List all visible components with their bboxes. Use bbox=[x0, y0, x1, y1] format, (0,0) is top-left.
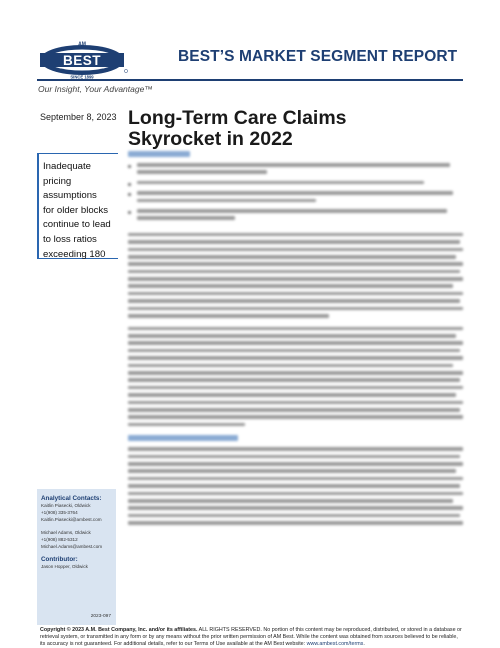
blurred-body-text bbox=[128, 151, 463, 611]
callout-line: assumptions bbox=[43, 190, 97, 202]
callout-line: continue to lead bbox=[43, 219, 111, 231]
tagline: Our Insight, Your Advantage™ bbox=[38, 84, 153, 94]
header-rule bbox=[37, 79, 463, 81]
contact-name: Michael Adams, Oldwick bbox=[41, 530, 91, 536]
contact-phone: +1(908) 335-3764 bbox=[41, 509, 78, 515]
footer-end: . bbox=[363, 640, 365, 647]
report-series-title: BEST’S MARKET SEGMENT REPORT bbox=[178, 48, 458, 65]
contact-name: Kaitlin Piasecki, Oldwick bbox=[41, 503, 91, 508]
section-heading-bar bbox=[128, 435, 238, 441]
copyright-footer bbox=[40, 627, 464, 648]
am-best-logo bbox=[38, 40, 130, 80]
contacts-panel bbox=[37, 489, 116, 625]
section-heading-bar bbox=[128, 151, 190, 157]
contributor-heading: Contributor: bbox=[41, 555, 78, 563]
publication-date: September 8, 2023 bbox=[40, 112, 117, 122]
callout-line: for older blocks bbox=[43, 204, 109, 216]
analytical-contacts-heading: Analytical Contacts: bbox=[41, 495, 102, 502]
contact-email-link[interactable]: Michael.Adams@ambest.com bbox=[41, 543, 103, 549]
headline: Long-Term Care Claims Skyrocket in 2022 bbox=[128, 107, 347, 150]
copyright-holder: Copyright © 2023 A.M. Best Company, Inc. and/or its affiliates. bbox=[40, 627, 198, 633]
logo-best: BEST bbox=[62, 53, 102, 68]
terms-link[interactable]: www.ambest.com/terms bbox=[306, 640, 364, 647]
contributor-name: Jason Hopper, Oldwick bbox=[41, 563, 88, 569]
logo-am: AM bbox=[78, 41, 86, 48]
logo-since: SINCE 1899 bbox=[70, 74, 94, 80]
callout-line: exceeding 180 bbox=[43, 248, 106, 260]
callout-text bbox=[43, 160, 119, 262]
callout-line: to loss ratios bbox=[43, 233, 97, 245]
callout-line: Inadequate pricing bbox=[43, 161, 92, 187]
rights-statement: ALL RIGHTS RESERVED. No portion of this content may be reproduced, distributed, or stored in a database or retrieval system, or transmitted in any form or by any means without the prior written permission of AM Best. While the content was obtained from sources believed to be reliable, its accuracy is not guaranteed. For additional details, refer to our Terms of Use available at the AM Best website: bbox=[40, 627, 462, 647]
report-code: 2023-097 bbox=[90, 614, 111, 619]
contact-email-link[interactable]: Kaitlin.Piasecki@ambest.com bbox=[41, 516, 102, 522]
contact-phone: +1(908) 882-5312 bbox=[41, 537, 78, 543]
